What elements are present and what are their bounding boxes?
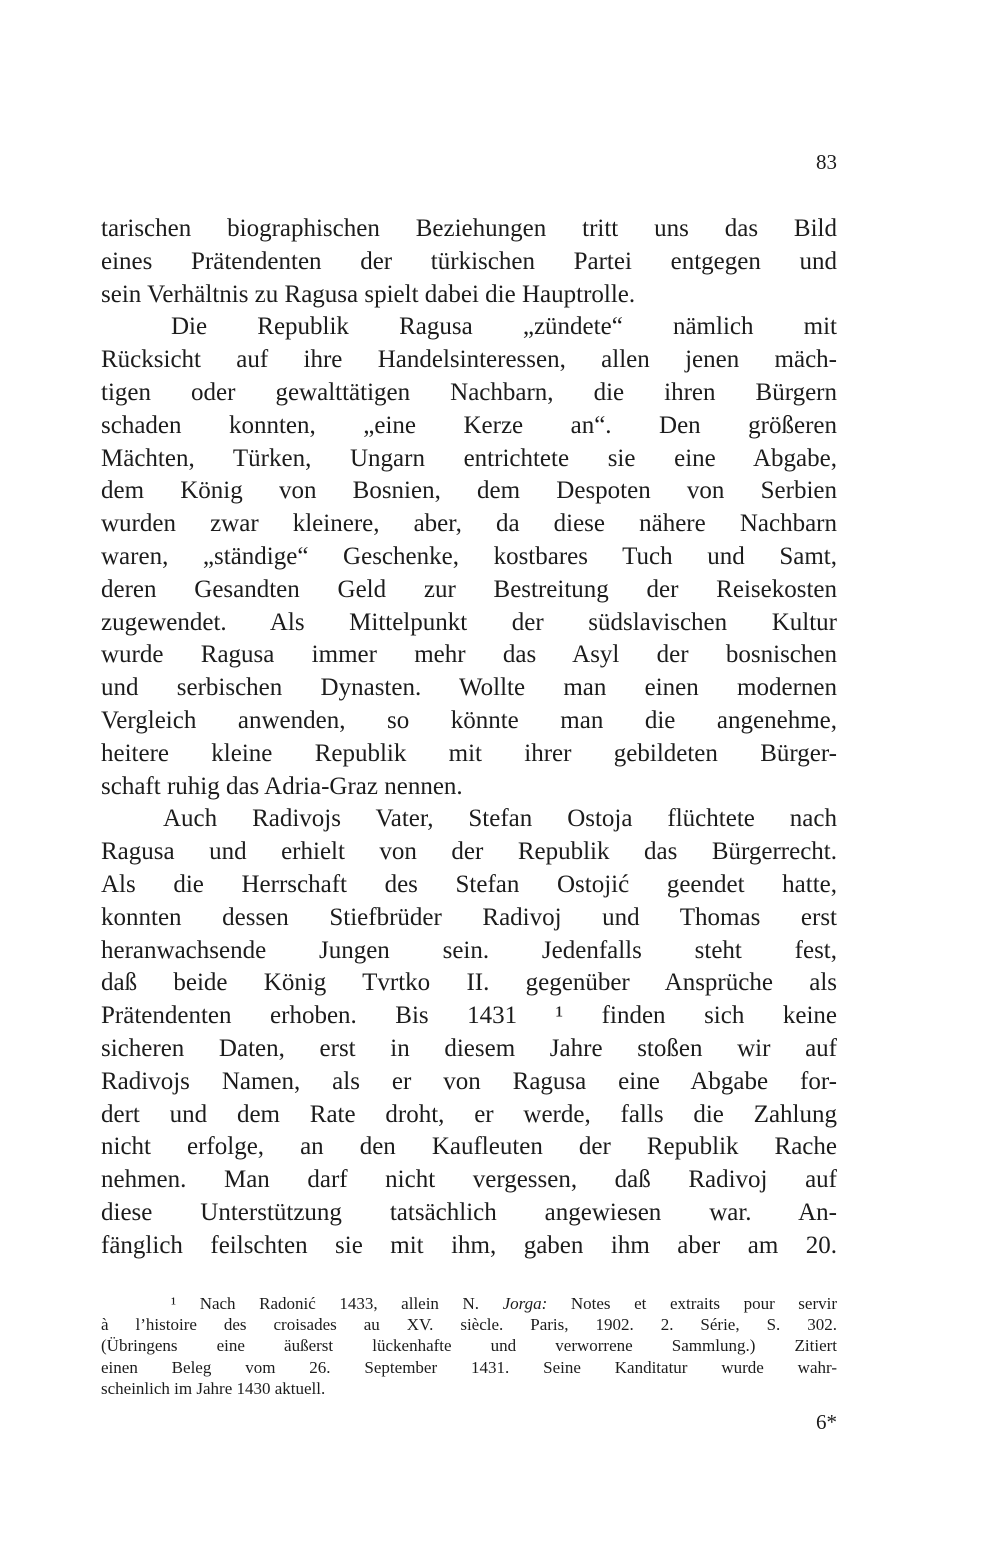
text-line: sein Verhältnis zu Ragusa spielt dabei die Hauptrolle. [101,280,636,308]
footnote-author: Jorga: [502,1294,548,1313]
text-line: zugewendet. Als Mittelpunkt der südslavischen Kultur [101,608,837,636]
text-line: Als die Herrschaft des Stefan Ostojić geendet hatte, [101,870,837,898]
text-line: Auch Radivojs Vater, Stefan Ostoja flüchtete nach [163,805,837,833]
footnote-line: einen Beleg vom 26. September 1431. Seine Kanditatur wurde wahr- [101,1357,837,1377]
footnote-line: (Übringens eine äußerst lückenhafte und verworrene Sammlung.) Zitiert [101,1336,837,1356]
text-line: fänglich feilschten sie mit ihm, gaben ihm aber am 20. [101,1231,837,1259]
text-line: dert und dem Rate droht, er werde, falls die Zahlung [101,1100,837,1128]
footnotes [101,1293,837,1399]
text-line: tigen oder gewalttätigen Nachbarn, die ihren Bürgern [101,378,837,406]
text-line: schaden konnten, „eine Kerze an“. Den größeren [101,411,837,439]
text-line: und serbischen Dynasten. Wollte man einen modernen [101,674,837,702]
footnote-line: scheinlich im Jahre 1430 aktuell. [101,1378,326,1398]
footnote-text: Notes et extraits pour servir [547,1294,838,1313]
text-line: Mächten, Türken, Ungarn entrichtete sie eine Abgabe, [101,444,837,472]
text-line: eines Prätendenten der türkischen Partei entgegen und [101,247,837,275]
text-line: Die Republik Ragusa „zündete“ nämlich mit [171,313,837,341]
footnote-marker: ¹ [171,1294,177,1313]
text-line: tarischen biographischen Beziehungen tritt uns das Bild [101,215,837,242]
text-line: wurde Ragusa immer mehr das Asyl der bosnischen [101,641,837,669]
text-line: waren, „ständige“ Geschenke, kostbares Tuch und Samt, [101,542,837,570]
text-line: Ragusa und erhielt von der Republik das Bürgerrecht. [101,838,837,866]
text-line: Vergleich anwenden, so könnte man die angenehme, [101,706,837,734]
footnote-line [101,1293,837,1314]
text-line: diese Unterstützung tatsächlich angewiesen war. An- [101,1198,837,1226]
text-line: Radivojs Namen, als er von Ragusa eine Abgabe for- [101,1067,837,1095]
footnote-text: Nach Radonić 1433, allein N. [199,1294,503,1313]
text-line: heitere kleine Republik mit ihrer gebildeten Bürger- [101,739,837,767]
text-line: nehmen. Man darf nicht vergessen, daß Radivoj auf [101,1166,837,1194]
text-line: heranwachsende Jungen sein. Jedenfalls steht fest, [101,936,837,964]
text-line: wurden zwar kleinere, aber, da diese nähere Nachbarn [101,510,837,538]
text-line: Rücksicht auf ihre Handelsinteressen, allen jenen mäch- [101,346,837,374]
text-line: schaft ruhig das Adria-Graz nennen. [101,772,463,800]
body-text [101,213,837,1263]
signature-mark: 6* [816,1410,837,1434]
text-line: dem König von Bosnien, dem Despoten von Serbien [101,477,837,505]
text-line: konnten dessen Stiefbrüder Radivoj und Thomas erst [101,903,837,931]
footnote-line: à l’histoire des croisades au XV. siècle. Paris, 1902. 2. Série, S. 302. [101,1315,837,1335]
text-line: sicheren Daten, erst in diesem Jahre stoßen wir auf [101,1034,837,1062]
text-line: daß beide König Tvrtko II. gegenüber Ansprüche als [101,969,837,997]
text-line: deren Gesandten Geld zur Bestreitung der Reisekosten [101,575,837,603]
page-number: 83 [816,150,837,174]
text-line: nicht erfolge, an den Kaufleuten der Republik Rache [101,1133,837,1161]
text-line: Prätendenten erhoben. Bis 1431 ¹ finden sich keine [101,1002,837,1030]
